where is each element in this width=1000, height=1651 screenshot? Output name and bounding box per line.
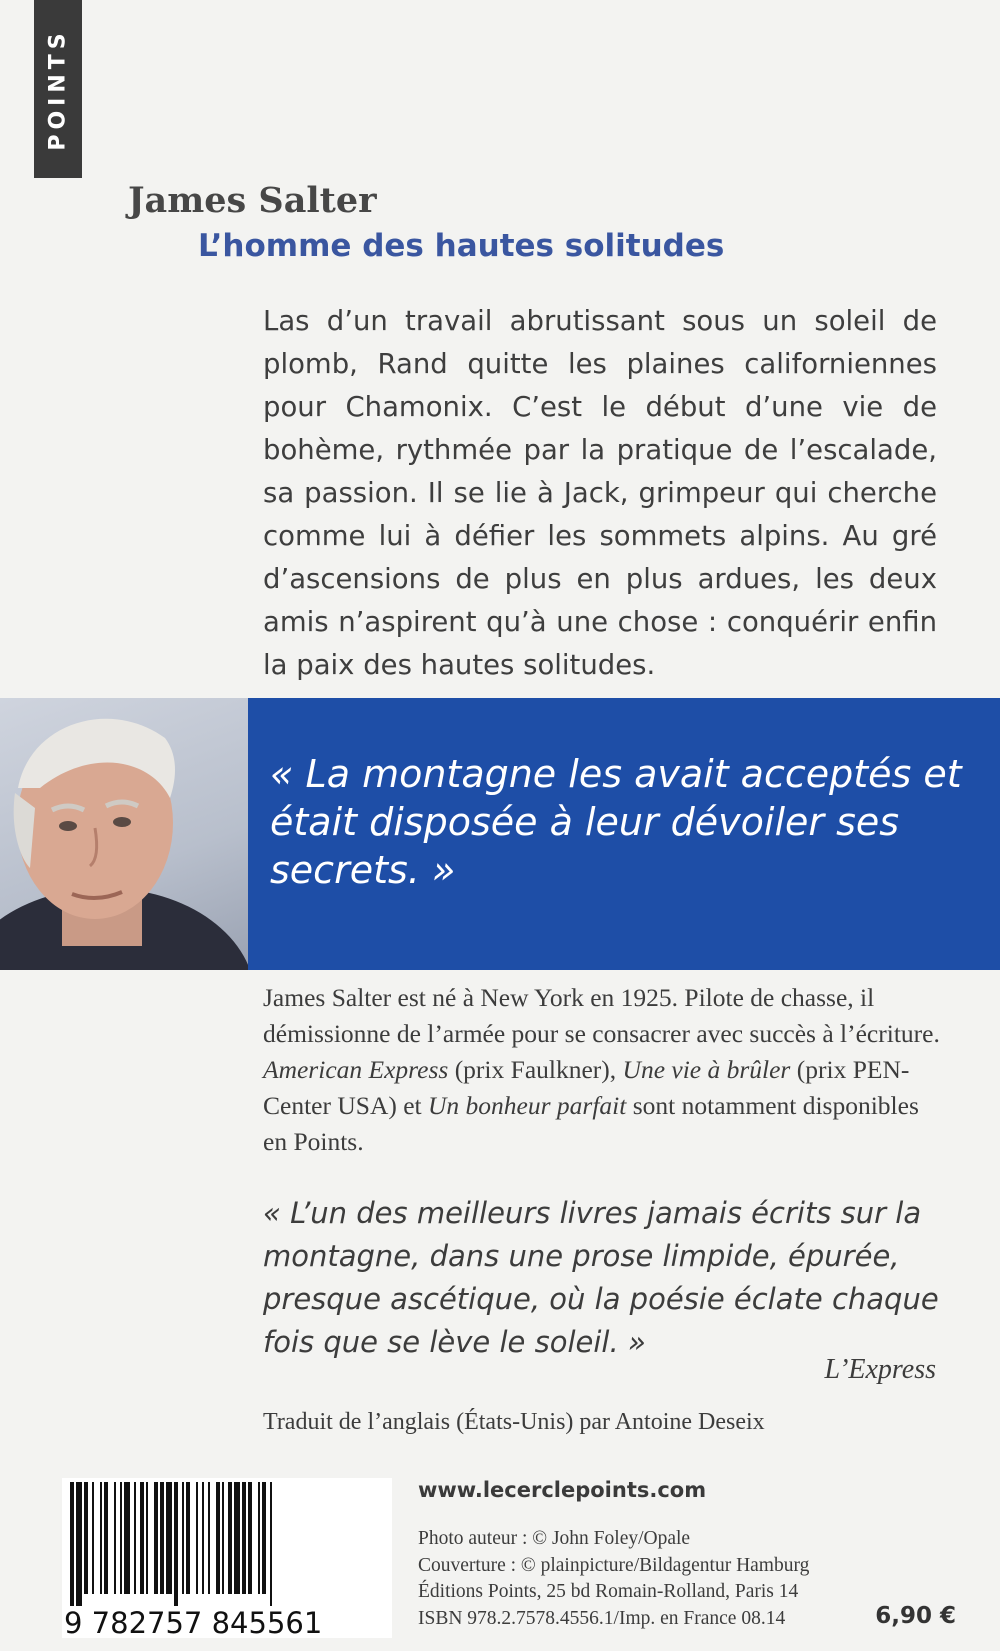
barcode-bar: [270, 1482, 272, 1606]
barcode-bar: [208, 1482, 210, 1594]
press-review-source: L’Express: [824, 1354, 936, 1385]
barcode-bar: [76, 1482, 82, 1606]
translator-credit: Traduit de l’anglais (États-Unis) par Antoine Deseix: [263, 1409, 765, 1435]
barcode-bar: [182, 1482, 184, 1594]
barcode-bar: [216, 1482, 220, 1594]
bio-book-une-vie-a-bruler: Une vie à brûler: [622, 1055, 791, 1084]
publisher-address: Éditions Points, 25 bd Romain-Rolland, Paris 14: [418, 1581, 799, 1602]
barcode: [62, 1478, 392, 1638]
bio-text-2: (prix Faulkner),: [448, 1055, 623, 1084]
barcode-bar: [174, 1482, 178, 1606]
barcode-number: 9 782757 845561: [64, 1606, 323, 1638]
barcode-bar: [154, 1482, 158, 1594]
barcode-bar: [186, 1482, 190, 1594]
barcode-bar: [146, 1482, 148, 1594]
publisher-logo: [34, 0, 82, 178]
bio-text-4: sont notamment disponibles en Points.: [263, 1091, 919, 1156]
barcode-bar: [248, 1482, 252, 1594]
barcode-bar: [234, 1482, 240, 1594]
bio-text-3: (prix PEN-Center USA) et: [263, 1055, 910, 1120]
barcode-bar: [160, 1482, 164, 1594]
barcode-bar: [140, 1482, 144, 1594]
press-review-quote: « L’un des meilleurs livres jamais écrits sur la montagne, dans une prose limpide, épurée, presque ascétique, où la poésie éclate chaque fois que se lève le soleil. »: [263, 1196, 939, 1359]
barcode-bar: [70, 1482, 74, 1606]
barcode-bar: [196, 1482, 198, 1594]
barcode-bars: [62, 1478, 392, 1638]
publisher-website[interactable]: www.lecerclepoints.com: [418, 1478, 707, 1502]
barcode-bar: [228, 1482, 232, 1594]
barcode-bar: [202, 1482, 204, 1594]
credits-list: [418, 1526, 809, 1632]
blurb-text: Las d’un travail abrutissant sous un soleil de plomb, Rand quitte les plaines californiennes pour Chamonix. C’est le début d’une vie de bohème, rythmée par la pratique de l’escalade, sa passion. Il se lie à Jack, grimpeur qui cherche comme lui à défier les sommets alpins. Au gré d’ascensions de plus en plus ardues, les deux amis n’aspirent qu’à une chose : conquérir enfin la paix des hautes solitudes.: [263, 305, 937, 681]
book-title: L’homme des hautes solitudes: [198, 228, 725, 264]
isbn-line: ISBN 978.2.7578.4556.1/Imp. en France 08.14: [418, 1607, 786, 1629]
author-photo: [0, 698, 248, 970]
barcode-bar: [84, 1482, 88, 1594]
barcode-bar: [104, 1482, 108, 1594]
pull-quote-band: [248, 698, 1000, 970]
barcode-bar: [242, 1482, 246, 1594]
author-name: James Salter: [128, 180, 377, 221]
barcode-bar: [222, 1482, 224, 1594]
barcode-bar: [100, 1482, 102, 1594]
publisher-logo-text: POINTS: [45, 27, 71, 151]
photo-credit: Photo auteur : © John Foley/Opale: [418, 1528, 691, 1549]
price-label: 6,90 €: [875, 1603, 956, 1629]
pull-quote: « La montagne les avait acceptés et était disposée à leur dévoiler ses secrets. »: [270, 752, 962, 892]
barcode-bar: [258, 1482, 260, 1594]
author-bio: [263, 980, 943, 1160]
bio-book-un-bonheur-parfait: Un bonheur parfait: [428, 1091, 627, 1120]
barcode-bar: [120, 1482, 122, 1594]
barcode-bar: [134, 1482, 136, 1594]
cover-credit: Couverture : © plainpicture/Bildagentur Hamburg: [418, 1554, 810, 1576]
author-portrait-illustration: [0, 698, 248, 970]
bio-book-american-express: American Express: [263, 1055, 449, 1084]
barcode-bar: [124, 1482, 130, 1594]
barcode-bar: [114, 1482, 116, 1594]
bio-text-1: James Salter est né à New York en 1925. Pilote de chasse, il démissionne de l’armée pour se consacrer avec succès à l’écriture.: [263, 983, 940, 1048]
barcode-bar: [262, 1482, 266, 1594]
barcode-bar: [92, 1482, 94, 1594]
barcode-bar: [166, 1482, 172, 1594]
